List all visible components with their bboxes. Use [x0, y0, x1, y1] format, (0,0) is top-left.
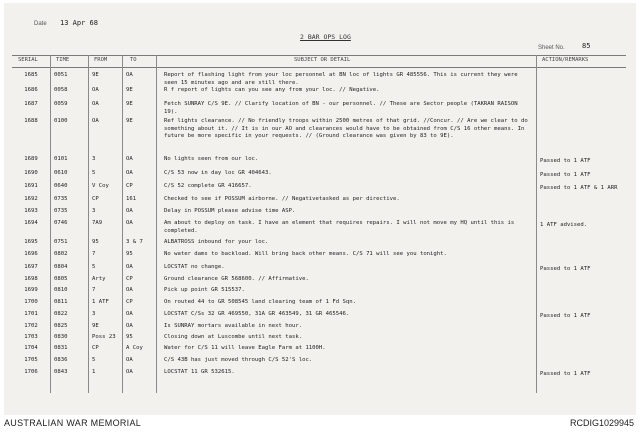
cell-from: 1 ATF — [92, 299, 109, 305]
date-label: Date — [34, 21, 47, 27]
cell-time: 0811 — [54, 299, 68, 305]
cell-serial: 1706 — [24, 369, 38, 375]
cell-serial: 1698 — [24, 276, 38, 282]
cell-serial: 1686 — [24, 87, 38, 93]
cell-to: OA — [126, 208, 133, 214]
cell-subject: R f report of lights can you see any from your loc. // Negative. — [164, 87, 380, 93]
footer-record-id: RCDIG1029945 — [569, 418, 634, 428]
cell-from: 5 — [92, 170, 96, 176]
cell-serial: 1694 — [24, 220, 38, 226]
cell-action: Passed to 1 ATF — [540, 266, 591, 272]
cell-time: 0831 — [54, 345, 68, 351]
cell-to: 161 — [126, 196, 137, 202]
cell-from: 3 — [92, 156, 96, 162]
cell-subject: Report of flashing light from your loc personnel at BN loc of lights GR 485556. This is current they were seen 15 minutes ago and are still there. — [164, 72, 518, 86]
cell-to: 95 — [126, 251, 133, 257]
cell-from: 1 — [92, 369, 96, 375]
cell-subject: Pick up point GR 515537. — [164, 287, 245, 293]
cell-serial: 1699 — [24, 287, 38, 293]
cell-subject: On routed 44 to GR 508545 land clearing team of 1 Fd Sqn. — [164, 299, 356, 305]
column-serial: SERIAL — [18, 57, 38, 63]
log-sheet — [4, 3, 636, 415]
cell-time: 0836 — [54, 357, 68, 363]
cell-from: OA — [92, 118, 99, 124]
cell-serial: 1704 — [24, 345, 38, 351]
column-action: ACTION/REMARKS — [542, 57, 589, 63]
cell-time: 0101 — [54, 156, 68, 162]
cell-from: 7 — [92, 251, 96, 257]
cell-from: 7A9 — [92, 220, 103, 226]
footer-credit: AUSTRALIAN WAR MEMORIAL — [4, 418, 142, 428]
cell-to: OA — [126, 156, 133, 162]
cell-from: 5 — [92, 264, 96, 270]
cell-serial: 1702 — [24, 323, 38, 329]
cell-to: 95 — [126, 334, 133, 340]
table-header — [12, 55, 626, 68]
cell-time: 0751 — [54, 239, 68, 245]
cell-serial: 1703 — [24, 334, 38, 340]
cell-subject: Checked to see if POSSUM airborne. // Negativetasked as per directive. — [164, 196, 400, 202]
cell-subject: Delay in POSSUM please advise time ASP. — [164, 208, 296, 214]
cell-time: 0746 — [54, 220, 68, 226]
column-divider — [122, 55, 123, 393]
cell-subject: LOCSTAT 11 GR 532615. — [164, 369, 235, 375]
cell-from: CP — [92, 196, 99, 202]
cell-time: 0802 — [54, 251, 68, 257]
cell-serial: 1705 — [24, 357, 38, 363]
cell-time: 0058 — [54, 87, 68, 93]
column-divider — [50, 55, 51, 393]
cell-from: OA — [92, 87, 99, 93]
cell-serial: 1696 — [24, 251, 38, 257]
cell-serial: 1689 — [24, 156, 38, 162]
cell-to: 9E — [126, 101, 133, 107]
column-divider — [88, 55, 89, 393]
cell-serial: 1693 — [24, 208, 38, 214]
cell-to: 3 & 7 — [126, 239, 143, 245]
cell-subject: Fetch SUNRAY C/S 9E. // Clarify location of BN - our personnel. // These are Sector people (TAKRAN RAISON 19). — [164, 101, 518, 115]
cell-time: 0805 — [54, 276, 68, 282]
cell-from: CP — [92, 345, 99, 351]
cell-serial: 1701 — [24, 311, 38, 317]
cell-from: 5 — [92, 357, 96, 363]
cell-serial: 1687 — [24, 101, 38, 107]
cell-to: OA — [126, 264, 133, 270]
cell-time: 0051 — [54, 72, 68, 78]
cell-subject: C/S 43B has just moved through C/S 52'S loc. — [164, 357, 313, 363]
cell-to: OA — [126, 357, 133, 363]
cell-time: 0059 — [54, 101, 68, 107]
sheet-value: 85 — [582, 42, 591, 50]
column-divider — [536, 55, 537, 393]
column-to: TO — [130, 57, 137, 63]
cell-to: OA — [126, 369, 133, 375]
cell-to: CP — [126, 183, 133, 189]
cell-subject: No lights seen from our loc. — [164, 156, 259, 162]
column-from: FROM — [94, 57, 108, 63]
cell-subject: LOCSTAT C/Ss 32 GR 469550, 31A GR 463549, 31 GR 465546. — [164, 311, 350, 317]
column-time: TIME — [56, 57, 70, 63]
cell-to: OA — [126, 323, 133, 329]
cell-serial: 1691 — [24, 183, 38, 189]
cell-serial: 1700 — [24, 299, 38, 305]
cell-time: 0810 — [54, 287, 68, 293]
cell-to: OA — [126, 311, 133, 317]
cell-time: 0822 — [54, 311, 68, 317]
cell-to: A Coy — [126, 345, 143, 351]
cell-time: 0640 — [54, 183, 68, 189]
cell-subject: No water dams to backload. Will bring back other means. C/S 71 will see you tonight. — [164, 251, 447, 257]
cell-time: 0830 — [54, 334, 68, 340]
cell-subject: Ground clearance GR 568600. // Affirmative. — [164, 276, 309, 282]
cell-subject: Water for C/S 11 will leave Eagle Farm at 1100H. — [164, 345, 326, 351]
cell-to: OA — [126, 170, 133, 176]
cell-action: Passed to 1 ATF — [540, 371, 591, 377]
cell-serial: 1690 — [24, 170, 38, 176]
cell-time: 0843 — [54, 369, 68, 375]
cell-from: 95 — [92, 239, 99, 245]
cell-time: 0735 — [54, 208, 68, 214]
cell-subject: Closing down at Luscombe until next task. — [164, 334, 303, 340]
cell-subject: C/S 52 complete GR 416657. — [164, 183, 252, 189]
page-title: 2 BAR OPS LOG — [300, 33, 351, 41]
cell-serial: 1695 — [24, 239, 38, 245]
cell-from: 7 — [92, 287, 96, 293]
cell-serial: 1692 — [24, 196, 38, 202]
cell-subject: Ref lights clearance. // No friendly troops within 2500 metres of that grid. //Concur. // Are we clear to do something about it. // It is in our AO and clearances would have to be obtained from C/S 16 other means. In future be more specific in your requests. // (Ground clearance was given by 83 to 9E). — [164, 118, 528, 140]
column-subject: SUBJECT OR DETAIL — [294, 57, 351, 63]
cell-action: Passed to 1 ATF & 1 ARR — [540, 185, 618, 191]
cell-action: Passed to 1 ATF — [540, 158, 591, 164]
cell-subject: ALBATROSS inbound for your loc. — [164, 239, 269, 245]
cell-subject: LOCSTAT no change. — [164, 264, 225, 270]
cell-time: 0610 — [54, 170, 68, 176]
cell-action: Passed to 1 ATF — [540, 313, 591, 319]
cell-from: 3 — [92, 208, 96, 214]
cell-to: OA — [126, 72, 133, 78]
cell-to: OA — [126, 220, 133, 226]
cell-from: 9E — [92, 323, 99, 329]
cell-serial: 1697 — [24, 264, 38, 270]
cell-time: 0735 — [54, 196, 68, 202]
sheet-label: Sheet No. — [538, 45, 565, 51]
date-value: 13 Apr 68 — [60, 19, 98, 27]
cell-time: 0825 — [54, 323, 68, 329]
column-divider — [156, 55, 157, 393]
cell-from: OA — [92, 101, 99, 107]
cell-to: 9E — [126, 87, 133, 93]
cell-from: Poss 23 — [92, 334, 116, 340]
cell-from: 3 — [92, 311, 96, 317]
cell-to: CP — [126, 299, 133, 305]
cell-from: V Coy — [92, 183, 109, 189]
cell-from: Arty — [92, 276, 106, 282]
cell-subject: Am about to deploy on task. I have an element that requires repairs. I will not move my HQ until this is completed. — [164, 220, 515, 234]
cell-subject: C/S 53 now in day loc GR 404643. — [164, 170, 272, 176]
cell-to: CP — [126, 276, 133, 282]
cell-serial: 1688 — [24, 118, 38, 124]
cell-to: 9E — [126, 118, 133, 124]
cell-subject: Is SUNRAY mortars available in next hour. — [164, 323, 303, 329]
cell-action: Passed to 1 ATF — [540, 172, 591, 178]
cell-time: 0804 — [54, 264, 68, 270]
cell-serial: 1685 — [24, 72, 38, 78]
cell-time: 0100 — [54, 118, 68, 124]
cell-action: 1 ATF advised. — [540, 222, 588, 228]
cell-to: OA — [126, 287, 133, 293]
cell-from: 9E — [92, 72, 99, 78]
